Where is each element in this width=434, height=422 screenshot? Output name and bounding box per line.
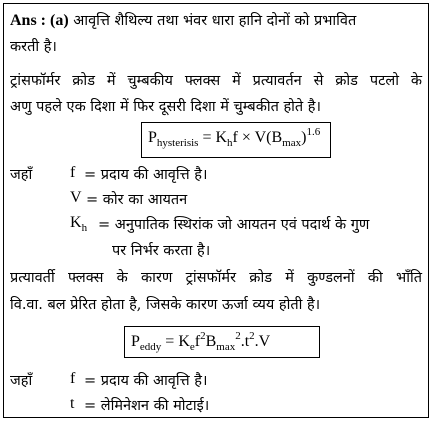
definition-key-f: f bbox=[70, 164, 76, 181]
definition-text-f2: = प्रदाय की आवृत्ति है। bbox=[84, 373, 208, 389]
formula-subscript: max bbox=[216, 341, 236, 353]
definition-text-v: = कोर का आयतन bbox=[86, 192, 188, 208]
definition-key-v: V bbox=[70, 189, 82, 206]
answer-box bbox=[3, 3, 429, 418]
answer-prefix: Ans : (a) bbox=[10, 12, 69, 29]
definition-text-t: = लेमिनेशन की मोटाई। bbox=[84, 398, 210, 414]
paragraph-1-line-1: ट्रांसफॉर्मर क्रोड में चुम्बकीय फ्लक्स में प्रत्यावर्तन से क्रोड पटलो के bbox=[10, 73, 422, 89]
hysteresis-formula bbox=[141, 122, 331, 158]
where-label-2: जहाँ bbox=[10, 373, 33, 389]
paragraph-1-line-2: अणु पहले एक दिशा में फिर दूसरी दिशा में चुम्बकीत होते है। bbox=[10, 99, 321, 115]
formula-text: ) bbox=[301, 129, 307, 146]
formula-symbol: P bbox=[131, 333, 140, 350]
formula-text: f bbox=[194, 333, 201, 350]
formula-exponent: 2 bbox=[235, 330, 241, 342]
definition-key-subscript: h bbox=[81, 222, 88, 234]
formula-exponent: 2 bbox=[249, 330, 255, 342]
formula-subscript: e bbox=[189, 341, 195, 353]
formula-text: .t bbox=[240, 333, 250, 350]
answer-line-2: करती है। bbox=[10, 39, 57, 55]
definition-key-t: t bbox=[70, 395, 75, 412]
formula-text: = K bbox=[198, 129, 228, 146]
formula-text: f × V(B bbox=[232, 129, 283, 146]
eddy-formula bbox=[124, 326, 320, 358]
formula-subscript: h bbox=[227, 137, 233, 149]
formula-subscript: eddy bbox=[139, 341, 162, 353]
answer-line-1-text: आवृत्ति शैथिल्य तथा भंवर धारा हानि दोनों को प्रभावित bbox=[73, 13, 357, 29]
answer-line-1 bbox=[10, 10, 356, 30]
formula-symbol: P bbox=[148, 129, 157, 146]
definition-text-kh: = अनुपातिक स्थिरांक जो आयतन एवं पदार्थ के गुण bbox=[98, 217, 370, 233]
formula-text: = K bbox=[161, 333, 190, 350]
paragraph-2-line-1: प्रत्यावर्ती फ्लक्स के कारण ट्रांसफॉर्मर क्रोड में कुण्डलनों की भाँति bbox=[10, 270, 422, 286]
definition-text-f: = प्रदाय की आवृत्ति है। bbox=[84, 167, 208, 183]
definition-key-main: K bbox=[70, 214, 82, 231]
definition-continuation: पर निर्भर करता है। bbox=[112, 243, 211, 259]
formula-subscript: max bbox=[282, 137, 302, 149]
paragraph-2-line-2: वि.वा. बल प्रेरित होता है, जिसके कारण ऊर्जा व्यय होती है। bbox=[10, 297, 321, 313]
formula-exponent: 2 bbox=[200, 330, 206, 342]
definition-key-kh bbox=[70, 214, 87, 234]
definition-key-f2: f bbox=[70, 370, 76, 387]
formula-text: B bbox=[205, 333, 217, 350]
formula-exponent: 1.6 bbox=[306, 126, 321, 138]
formula-subscript: hysterisis bbox=[156, 137, 199, 149]
formula-text: .V bbox=[254, 333, 271, 350]
where-label-1: जहाँ bbox=[10, 167, 33, 183]
